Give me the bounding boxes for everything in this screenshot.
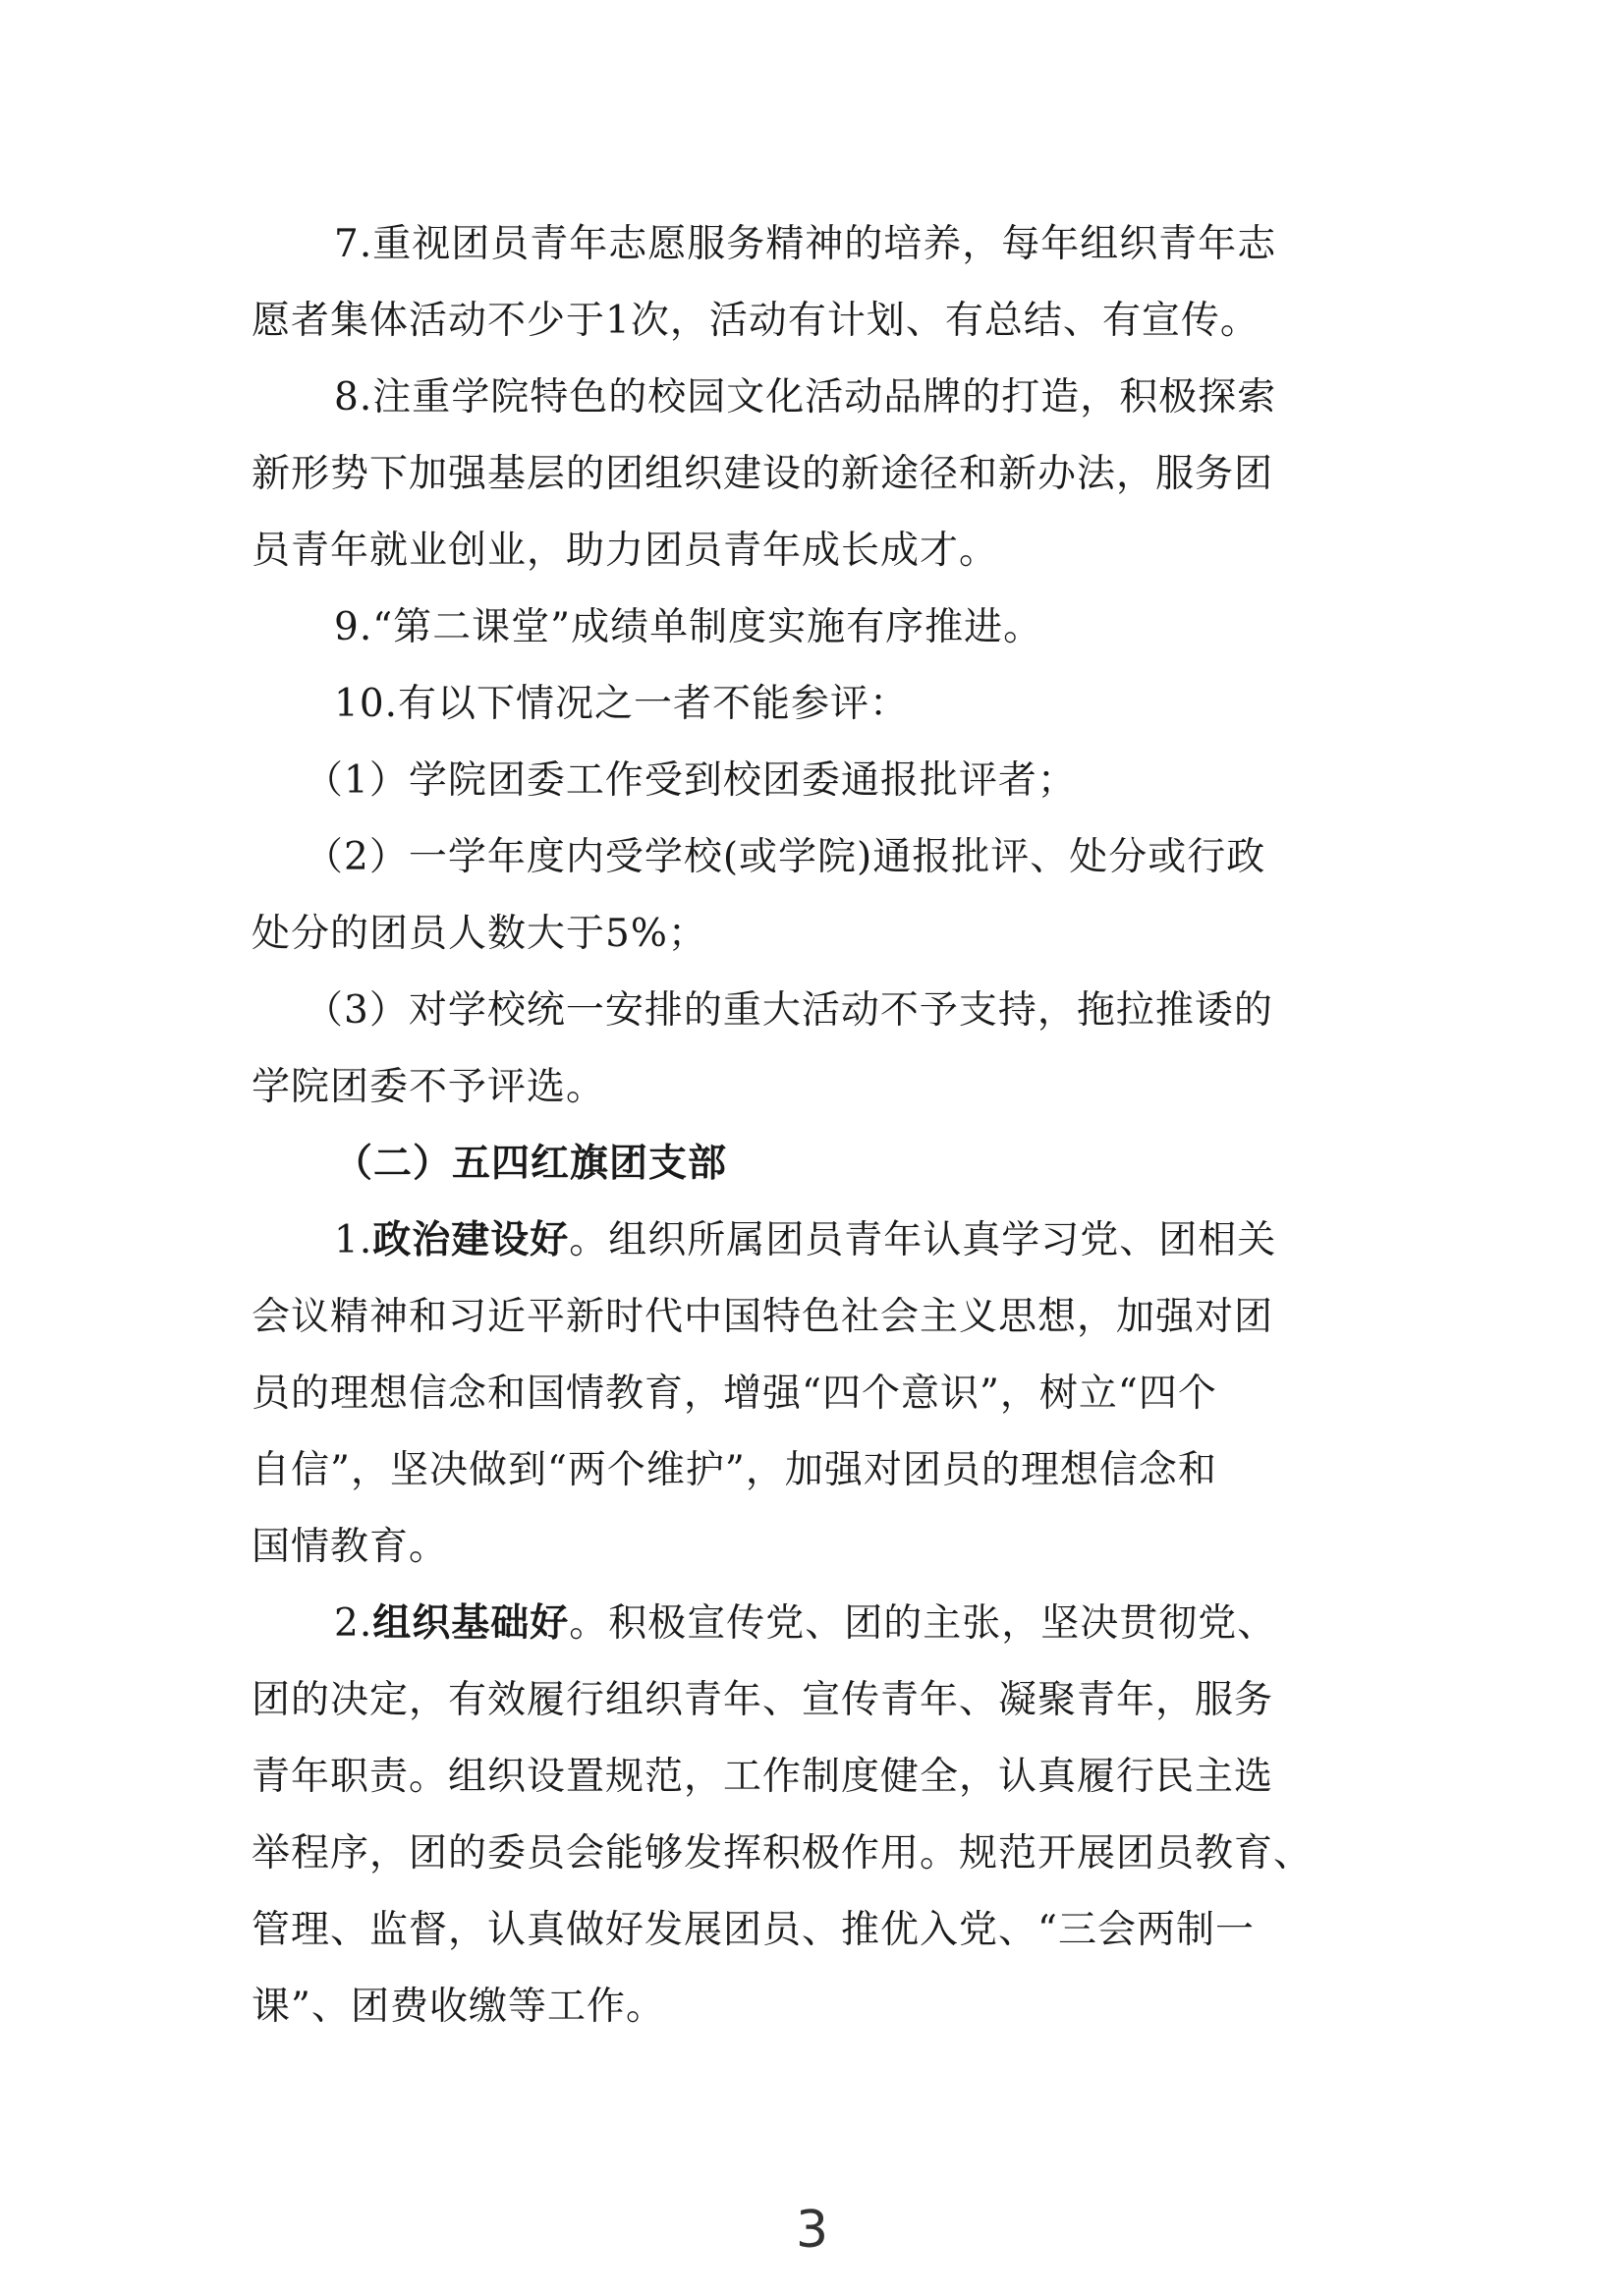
s1-line-2: 会议精神和习近平新时代中国特色社会主义思想，加强对团 (252, 1295, 1274, 1339)
para-7-line-2: 愿者集体活动不少于1次，活动有计划、有总结、有宣传。 (252, 299, 1260, 343)
para-8-line-3: 员青年就业创业，助力团员青年成长成才。 (252, 529, 999, 573)
s1-line-4: 自信”，坚决做到“两个维护”，加强对团员的理想信念和 (252, 1448, 1217, 1492)
s2-line-1 (334, 1595, 1276, 1653)
s1-prefix: 1. (334, 1218, 373, 1262)
s2-bold-title: 组织基础好 (372, 1601, 570, 1646)
para-10-3-line-2: 学院团委不予评选。 (252, 1065, 606, 1109)
para-10-1-line-1: （1）学院团委工作受到校团委通报批评者； (305, 758, 1077, 803)
s1-line-5: 国情教育。 (252, 1525, 449, 1569)
s2-line-6: 课”、团费收缴等工作。 (252, 1985, 665, 2029)
s2-line-4: 举程序，团的委员会能够发挥积极作用。规范开展团员教育、 (252, 1831, 1314, 1876)
page-number: 3 (795, 2201, 829, 2260)
s2-line-5: 管理、监督，认真做好发展团员、推优入党、“三会两制一 (252, 1908, 1255, 1952)
para-8-line-2: 新形势下加强基层的团组织建设的新途径和新办法，服务团 (252, 452, 1274, 496)
section-heading: （二）五四红旗团支部 (334, 1142, 728, 1186)
s1-line-3: 员的理想信念和国情教育，增强“四个意识”，树立“四个 (252, 1372, 1217, 1416)
para-10-3-line-1: （3）对学校统一安排的重大活动不予支持，拖拉推诿的 (305, 988, 1273, 1033)
para-9-line-1: 9.“第二课堂”成绩单制度实施有序推进。 (334, 605, 1043, 649)
s1-line-1 (334, 1211, 1276, 1270)
para-10-2-line-1: （2）一学年度内受学校(或学院)通报批评、处分或行政 (305, 835, 1266, 879)
s2-prefix: 2. (334, 1601, 373, 1646)
s1-rest: 。组织所属团员青年认真学习党、团相关 (569, 1218, 1277, 1262)
para-10-2-line-2: 处分的团员人数大于5%； (252, 912, 707, 956)
s2-rest: 。积极宣传党、团的主张，坚决贯彻党、 (569, 1601, 1277, 1646)
s2-line-2: 团的决定，有效履行组织青年、宣传青年、凝聚青年，服务 (252, 1678, 1274, 1722)
para-10-line-1: 10.有以下情况之一者不能参评： (334, 682, 910, 726)
para-8-line-1: 8.注重学院特色的校园文化活动品牌的打造，积极探索 (334, 375, 1277, 420)
s1-bold-title: 政治建设好 (372, 1218, 570, 1262)
s2-line-3: 青年职责。组织设置规范，工作制度健全，认真履行民主选 (252, 1755, 1274, 1799)
para-7-line-1: 7.重视团员青年志愿服务精神的培养，每年组织青年志 (334, 222, 1277, 266)
